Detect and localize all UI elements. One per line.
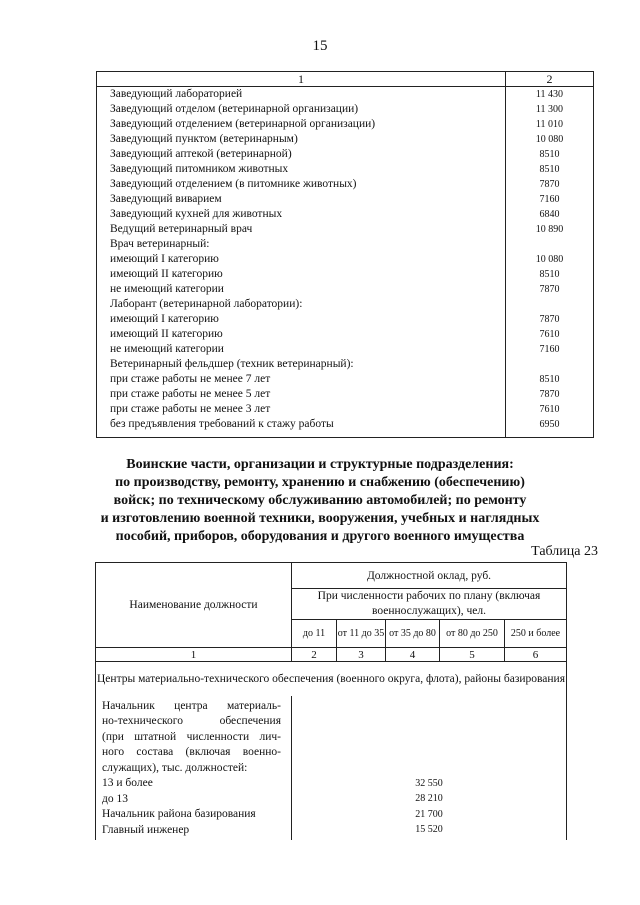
position-name: не имеющий категории (110, 283, 224, 295)
position-name: Главный инженер (102, 823, 190, 836)
position-name: Заведующий пунктом (ветеринарным) (110, 133, 298, 145)
position-name: имеющий I категорию (110, 313, 219, 325)
position-group-label: Лаборант (ветеринарной лаборатории): (110, 298, 303, 310)
column-header-staff: При численности рабочих по плану (включая военнослужащих), чел. (292, 589, 567, 620)
column-number: 2 (292, 648, 337, 662)
position-name: Заведующий питомником животных (110, 163, 289, 175)
position-name-column (97, 87, 506, 438)
salary-value-column (506, 87, 593, 438)
position-name: Заведующий отделением (ветеринарной организации) (110, 118, 376, 130)
heading-line: войск; по техническому обслуживанию автомобилей; по ремонту (113, 493, 527, 508)
position-name: Заведующий кухней для животных (110, 208, 283, 220)
column-number-2: 2 (546, 72, 553, 86)
position-name: Заведующий отделением (в питомнике животных) (110, 178, 357, 190)
position-group-label: Врач ветеринарный: (110, 238, 210, 250)
salary-value: 7610 (539, 404, 560, 415)
position-name-cell (96, 696, 292, 841)
salary-value: 32 550 (415, 777, 443, 789)
salary-values-cell (292, 696, 567, 841)
salary-value (506, 357, 593, 372)
position-name: Заведующий лабораторией (110, 88, 243, 100)
salary-value: 6840 (539, 209, 560, 220)
section-title-row: Центры материально-технического обеспечения (военного округа, флота), районы базирования (96, 662, 567, 696)
column-number-1: 1 (97, 72, 506, 86)
salary-value: 28 210 (415, 793, 443, 804)
salary-value: 8510 (539, 269, 560, 280)
position-name-line: служащих), тыс. должностей: (102, 761, 248, 774)
salary-value: 7870 (539, 389, 560, 400)
salary-value: 6950 (539, 419, 560, 430)
salary-value: 11 010 (535, 119, 564, 130)
section-heading (60, 456, 580, 546)
position-name: при стаже работы не менее 3 лет (110, 403, 271, 415)
position-name: Заведующий отделом (ветеринарной организации) (110, 103, 359, 115)
position-name: не имеющий категории (110, 343, 224, 355)
heading-line: по производству, ремонту, хранению и снабжению (обеспечению) (115, 475, 525, 490)
salary-value: 7870 (539, 179, 560, 190)
salary-value (506, 297, 593, 312)
heading-line: Воинские части, организации и структурные подразделения: (126, 457, 514, 472)
position-name-line: Начальник центра материаль- (102, 699, 281, 712)
position-group-label: Ветеринарный фельдшер (техник ветеринарный): (110, 358, 354, 370)
salary-value: 10 890 (535, 224, 564, 235)
salary-value: 8510 (539, 164, 560, 175)
column-number: 5 (440, 648, 505, 662)
salary-value: 7160 (539, 344, 560, 355)
salary-value: 7610 (539, 329, 560, 340)
salary-value: 7870 (539, 284, 560, 295)
column-header-position: Наименование должности (96, 563, 292, 648)
position-name: 13 и более (102, 777, 153, 789)
salary-value: 21 700 (415, 808, 443, 820)
column-header-salary: Должностной оклад, руб. (292, 563, 567, 589)
page-number: 15 (312, 38, 328, 54)
salary-value: 15 520 (415, 824, 443, 835)
staff-range-header: от 11 до 35 (337, 620, 386, 648)
salary-value: 8510 (539, 149, 560, 160)
column-number: 3 (337, 648, 386, 662)
salary-value: 8510 (539, 374, 560, 385)
position-name-line: ного состава (включая военно- (102, 746, 281, 758)
salary-table-23 (95, 562, 567, 840)
position-name-line: но-технического обеспечения (102, 715, 281, 727)
heading-line: и изготовлению военной техники, вооружения, учебных и наглядных (100, 511, 540, 526)
position-name: имеющий II категорию (110, 328, 223, 340)
staff-range-header: 250 и более (505, 620, 567, 648)
salary-value: 10 080 (535, 134, 564, 145)
position-name: имеющий II категорию (110, 268, 223, 280)
position-name: без предъявления требований к стажу работы (110, 418, 334, 430)
heading-line: пособий, приборов, оборудования и другого военного имущества (115, 529, 525, 544)
position-name: Заведующий виварием (110, 193, 222, 205)
salary-value: 11 300 (535, 104, 564, 115)
position-name: при стаже работы не менее 5 лет (110, 388, 271, 400)
staff-range-header: до 11 (292, 620, 337, 648)
staff-range-header: от 35 до 80 (386, 620, 440, 648)
staff-range-header: от 80 до 250 (440, 620, 505, 648)
column-number: 6 (505, 648, 567, 662)
table-caption: Таблица 23 (531, 544, 598, 559)
salary-value (506, 237, 593, 252)
column-number: 1 (96, 648, 292, 662)
table-header-row (97, 72, 593, 87)
salary-table-veterinary (96, 71, 594, 438)
position-name: имеющий I категорию (110, 253, 219, 265)
salary-value: 7870 (539, 314, 560, 325)
position-name: Заведующий аптекой (ветеринарной) (110, 148, 292, 160)
salary-value: 10 080 (535, 254, 564, 265)
position-name: Начальник района базирования (102, 808, 256, 820)
position-name: Ведущий ветеринарный врач (110, 223, 253, 235)
position-name: до 13 (102, 792, 128, 805)
column-number: 4 (386, 648, 440, 662)
salary-value: 7160 (539, 194, 560, 205)
salary-value: 11 430 (535, 89, 564, 100)
position-name-line: (при штатной численности лич- (102, 730, 281, 743)
position-name: при стаже работы не менее 7 лет (110, 373, 271, 385)
